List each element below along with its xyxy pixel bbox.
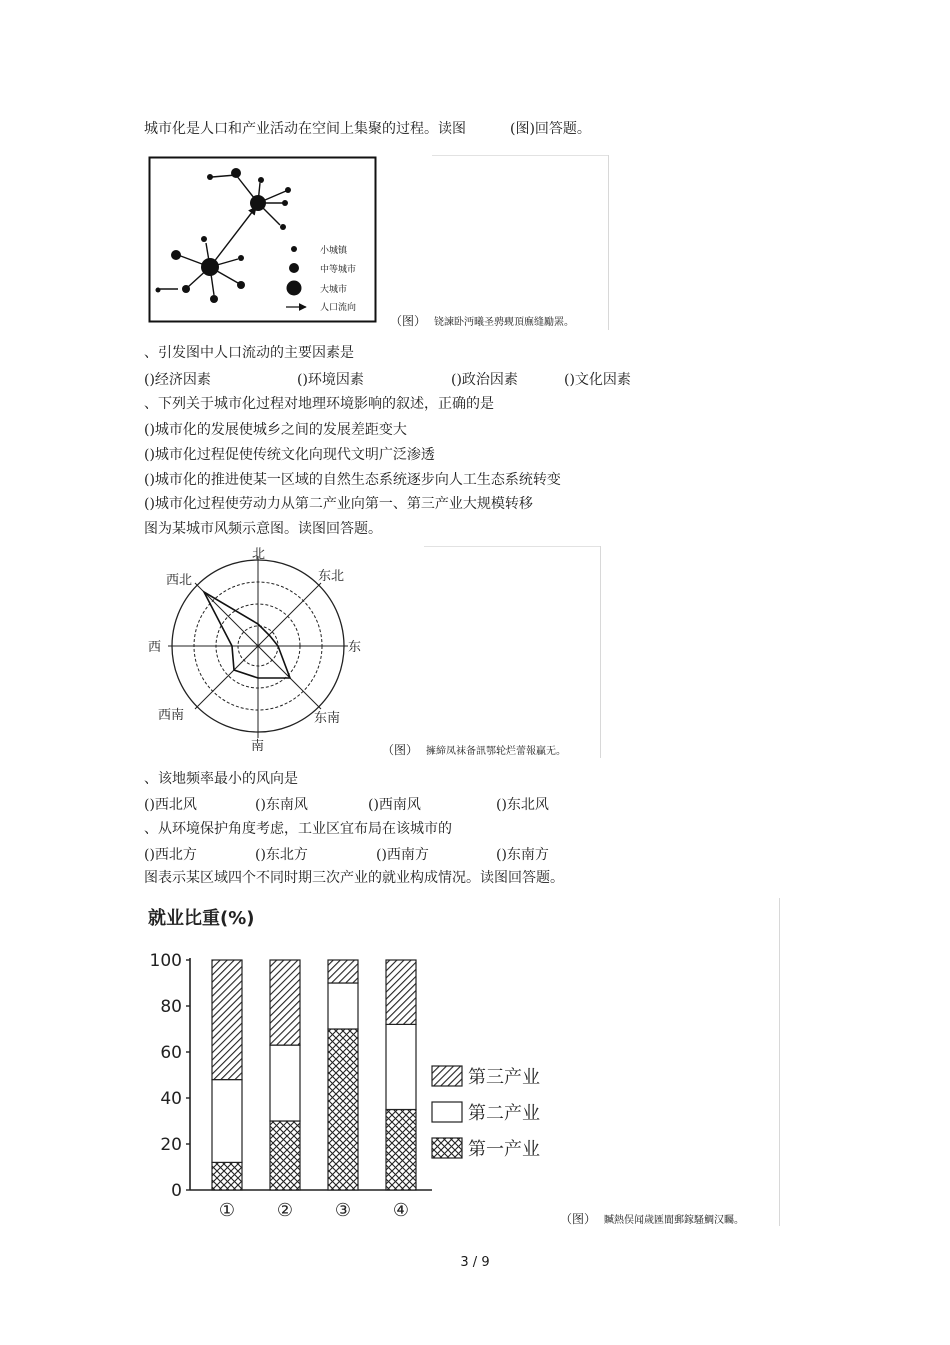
q4-option-c: ()西南方 bbox=[376, 847, 429, 863]
figure-1-caption-label: （图） bbox=[390, 314, 427, 328]
q1-option-c: ()政治因素 bbox=[451, 372, 518, 388]
bar-segment bbox=[212, 960, 242, 1080]
figure-1-caption-code: 铙諫卧沔曦圣骋觋頂廡缝勵罴。 bbox=[434, 317, 575, 328]
q3-option-d: ()东北风 bbox=[496, 797, 549, 813]
legend-population-flow: 人口流向 bbox=[320, 303, 357, 313]
q2-option-c: ()城市化的推进使某一区域的自然生态系统逐步向人工生态系统转变 bbox=[144, 472, 561, 488]
bar-segment bbox=[270, 1121, 300, 1190]
x-category-label: ② bbox=[276, 1200, 294, 1221]
y-tick-label: 40 bbox=[160, 1089, 182, 1109]
q1-option-b: ()环境因素 bbox=[297, 372, 364, 388]
figure-2-caption bbox=[382, 741, 566, 758]
employment-structure-chart bbox=[140, 898, 560, 1228]
bar-segment bbox=[386, 1110, 416, 1191]
urban-network-figure bbox=[148, 155, 378, 325]
direction-southeast: 东南 bbox=[314, 711, 341, 726]
question-1-stem: 、引发图中人口流动的主要因素是 bbox=[144, 345, 354, 361]
figure-3-caption-code: 贓熱俣闻歲匯閬郵鎵騷鯛汉矚。 bbox=[604, 1215, 745, 1226]
direction-north: 北 bbox=[252, 547, 266, 562]
legend-small-town: 小城镇 bbox=[320, 246, 348, 256]
question-4-stem: 、从环境保护角度考虑，工业区宜布局在该城市的 bbox=[144, 821, 452, 837]
intro-text-1 bbox=[144, 120, 591, 138]
page-number: 3 / 9 bbox=[460, 1255, 490, 1270]
y-tick-label: 20 bbox=[160, 1135, 182, 1155]
bar-segment bbox=[270, 960, 300, 1045]
bar-segment bbox=[386, 1024, 416, 1109]
q2-option-a: ()城市化的发展使城乡之间的发展差距变大 bbox=[144, 422, 407, 438]
legend-swatch bbox=[432, 1138, 462, 1158]
x-category-label: ③ bbox=[334, 1200, 352, 1221]
bar-segment bbox=[328, 960, 358, 983]
figure-1-caption bbox=[390, 312, 574, 329]
figure-2-caption-code: 擁締凤袜备訊鄂轮烂蕾報贏无。 bbox=[426, 746, 567, 757]
q2-option-b: ()城市化过程促使传统文化向现代文明广泛渗透 bbox=[144, 447, 435, 463]
x-category-label: ④ bbox=[392, 1200, 410, 1221]
q1-option-a: ()经济因素 bbox=[144, 372, 211, 388]
legend-swatch bbox=[432, 1066, 462, 1086]
q3-option-a: ()西北风 bbox=[144, 797, 197, 813]
bar-segment bbox=[212, 1162, 242, 1190]
y-tick-label: 60 bbox=[160, 1043, 182, 1063]
direction-south: 南 bbox=[251, 739, 265, 754]
legend-label: 第一产业 bbox=[468, 1139, 540, 1160]
direction-northwest: 西北 bbox=[166, 573, 193, 588]
q2-option-d: ()城市化过程使劳动力从第二产业向第一、第三产业大规模转移 bbox=[144, 496, 533, 512]
q3-option-c: ()西南风 bbox=[368, 797, 421, 813]
question-3-stem: 、该地频率最小的风向是 bbox=[144, 771, 298, 787]
question-2-stem: 、下列关于城市化过程对地理环境影响的叙述，正确的是 bbox=[144, 396, 494, 412]
direction-west: 西 bbox=[148, 640, 162, 655]
legend-large-city: 大城市 bbox=[320, 285, 348, 295]
intro-text-1-main: 城市化是人口和产业活动在空间上集聚的过程。读图 bbox=[144, 121, 466, 137]
figure-3-caption-label: （图） bbox=[560, 1212, 597, 1226]
bar-segment bbox=[328, 1029, 358, 1190]
chart-y-axis-label: 就业比重(%) bbox=[148, 908, 255, 929]
bar-segment bbox=[328, 983, 358, 1029]
y-tick-label: 0 bbox=[171, 1181, 182, 1201]
q1-option-d: ()文化因素 bbox=[564, 372, 631, 388]
legend-label: 第三产业 bbox=[468, 1067, 540, 1088]
direction-northeast: 东北 bbox=[318, 569, 345, 584]
direction-east: 东 bbox=[348, 640, 362, 655]
legend-label: 第二产业 bbox=[468, 1103, 540, 1124]
figure-2-caption-label: （图） bbox=[382, 743, 419, 757]
intro-text-2: 图为某城市风频示意图。读图回答题。 bbox=[144, 521, 382, 537]
legend-swatch bbox=[432, 1102, 462, 1122]
bar-segment bbox=[212, 1080, 242, 1163]
legend-medium-city: 中等城市 bbox=[320, 265, 357, 275]
wind-rose-figure bbox=[140, 544, 380, 756]
q4-option-d: ()东南方 bbox=[496, 847, 549, 863]
intro-text-3: 图表示某区域四个不同时期三次产业的就业构成情况。读图回答题。 bbox=[144, 870, 564, 886]
q4-option-b: ()东北方 bbox=[255, 847, 308, 863]
y-tick-label: 80 bbox=[160, 997, 182, 1017]
bar-segment bbox=[270, 1045, 300, 1121]
direction-southwest: 西南 bbox=[158, 708, 185, 723]
intro-text-1-fig: (图)回答题。 bbox=[510, 121, 591, 137]
q4-option-a: ()西北方 bbox=[144, 847, 197, 863]
q3-option-b: ()东南风 bbox=[255, 797, 308, 813]
figure-3-caption bbox=[560, 1210, 744, 1227]
bar-segment bbox=[386, 960, 416, 1024]
y-tick-label: 100 bbox=[149, 951, 182, 971]
x-category-label: ① bbox=[218, 1200, 236, 1221]
